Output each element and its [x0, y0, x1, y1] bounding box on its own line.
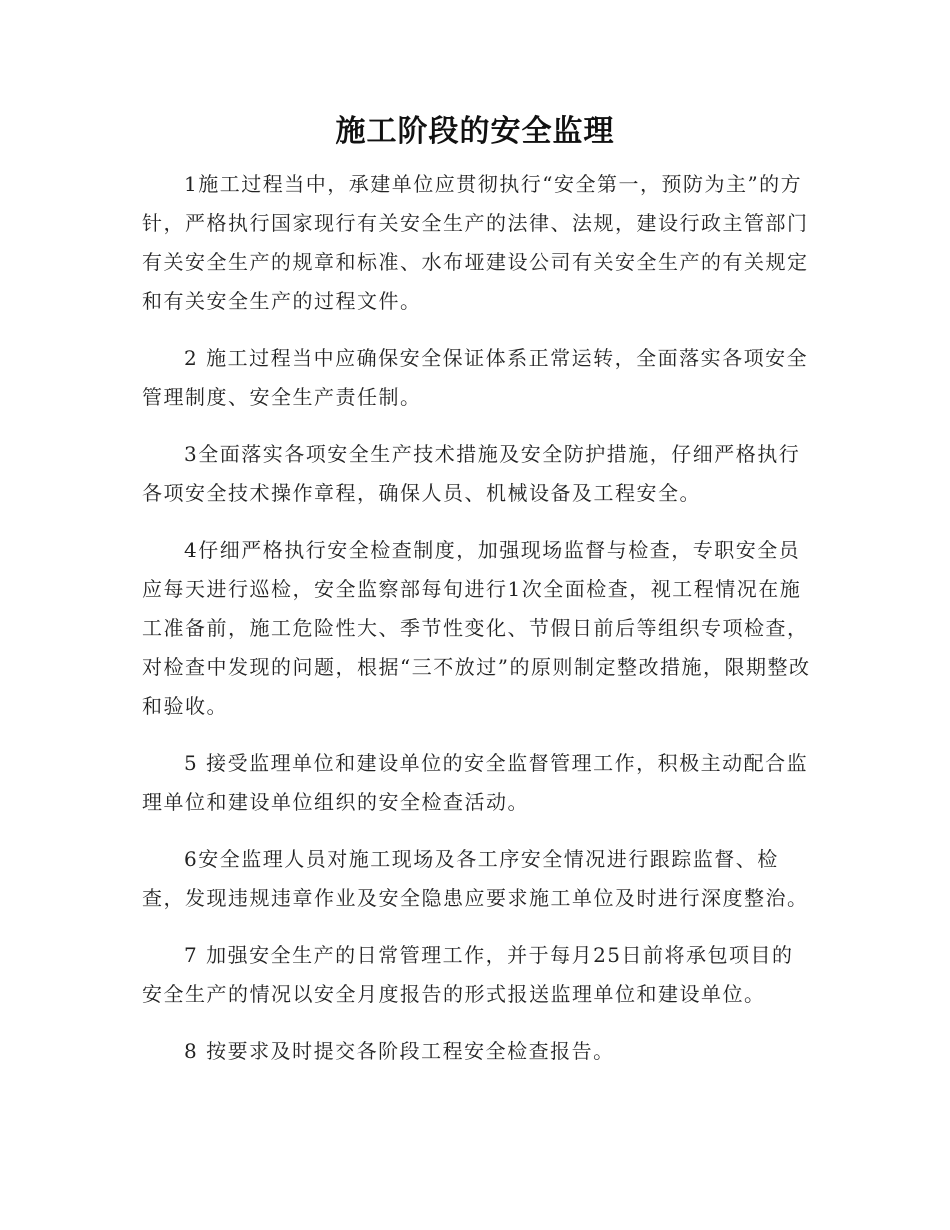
- paragraph-2: 2 施工过程当中应确保安全保证体系正常运转，全面落实各项安全管理制度、安全生产责任制。: [142, 346, 809, 409]
- paragraph-6: 6安全监理人员对施工现场及各工序安全情况进行跟踪监督、检查，发现违规违章作业及安全隐患应要求施工单位及时进行深度整治。: [142, 847, 809, 910]
- paragraph-5: 5 接受监理单位和建设单位的安全监督管理工作，积极主动配合监理单位和建设单位组织的安全检查活动。: [142, 751, 809, 814]
- paragraph-1: 1施工过程当中，承建单位应贯彻执行“安全第一，预防为主”的方针，严格执行国家现行有关安全生产的法律、法规，建设行政主管部门有关安全生产的规章和标准、水布垭建设公司有关安全生产的有关规定和有关安全生产的过程文件。: [142, 172, 809, 313]
- paragraph-7: 7 加强安全生产的日常管理工作，并于每月25日前将承包项目的安全生产的情况以安全月度报告的形式报送监理单位和建设单位。: [142, 943, 794, 1006]
- document-body: [142, 165, 812, 1089]
- document-title: 施工阶段的安全监理: [335, 114, 615, 149]
- paragraph-8: 8 按要求及时提交各阶段工程安全检查报告。: [184, 1039, 615, 1063]
- paragraph-4: 4仔细严格执行安全检查制度，加强现场监督与检查，专职安全员应每天进行巡检，安全监察部每旬进行1次全面检查，视工程情况在施工准备前，施工危险性大、季节性变化、节假日前后等组织专项检查，对检查中发现的问题，根据“三不放过”的原则制定整改措施，限期整改和验收。: [142, 538, 811, 718]
- paragraph-3: 3全面落实各项安全生产技术措施及安全防护措施，仔细严格执行各项安全技术操作章程，确保人员、机械设备及工程安全。: [142, 442, 801, 505]
